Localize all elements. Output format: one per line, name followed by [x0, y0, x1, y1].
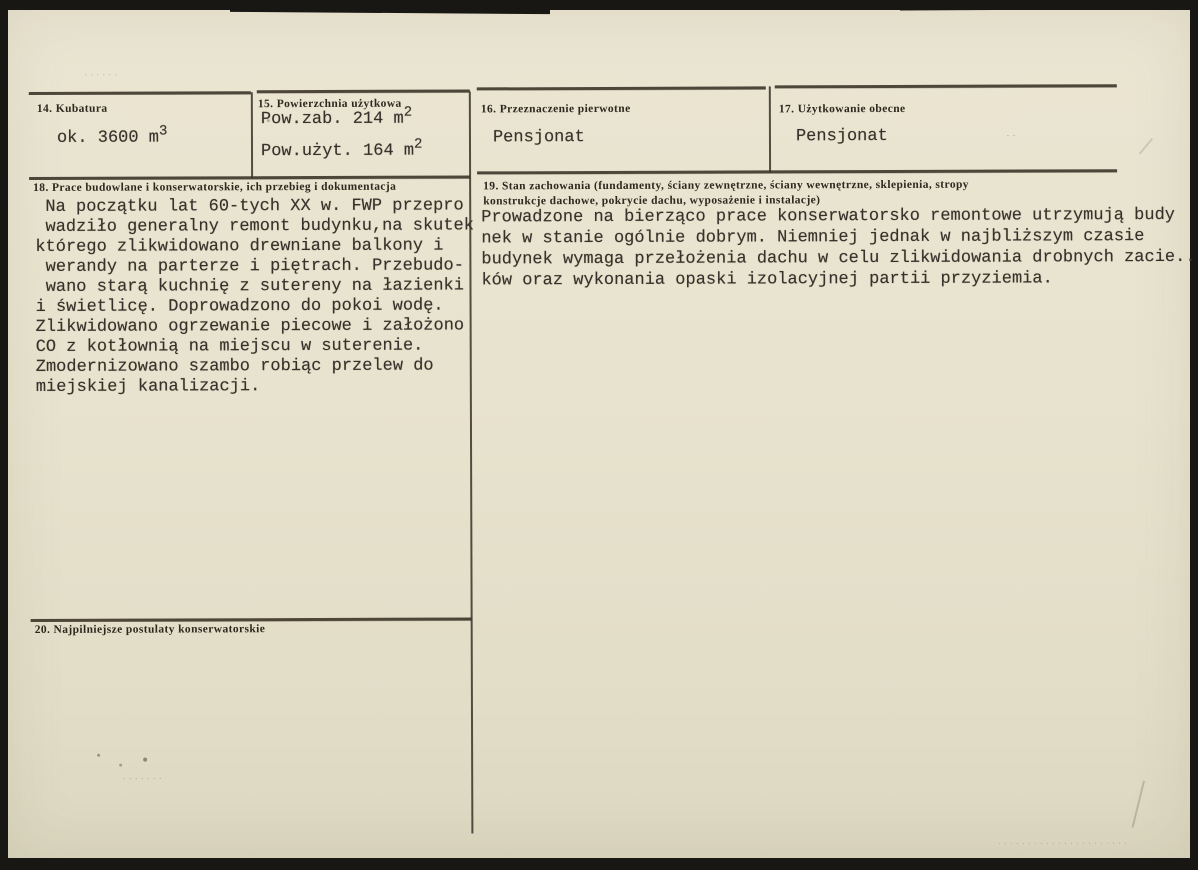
- form-divider-vertical: [251, 92, 253, 178]
- field14-value: [56, 123, 168, 148]
- field15-label: 15. Powierzchnia użytkowa: [257, 97, 402, 111]
- form-divider-vertical: [769, 86, 771, 172]
- faint-pencil-scribble: [996, 840, 1126, 845]
- field18-body: Na początku lat 60-tych XX w. FWP przepro wadziło generalny remont budynku,na skutek którego zlikwidowano drewniane balkony i werandy na parterze i piętrach. Przebudo- wano starą kuchnię z sutereny na łazienki i świetlicę. Doprowadzono do pokoi wodę. Zlikwidowano ogrzewanie piecowe i założono CO z kotłownią na miejscu w suterenie. Zmodernizowano szambo robiąc przelew do miejskiej kanalizacji.: [35, 196, 474, 397]
- field18-label: 18. Prace budowlane i konserwatorskie, ich przebieg i dokumentacja: [33, 180, 397, 194]
- field15-row1: [260, 104, 413, 130]
- field14-value-text: ok. 3600 m: [56, 128, 160, 148]
- smudge-mark: [143, 758, 147, 762]
- form-divider-horizontal: [775, 84, 1117, 88]
- smudge-mark: [97, 754, 100, 757]
- form-divider-horizontal: [31, 617, 472, 621]
- field19-body: Prowadzone na bierząco prace konserwatorsko remontowe utrzymują budy nek w stanie ogólnie dobrym. Niemniej jednak w najbliższym czasie budynek wymaga przełożenia dachu w celu zlikwidowania drobnych zacie.. ków oraz wykonania opaski izolacyjnej partii przyziemia.: [481, 205, 1196, 291]
- field20-body-empty: [35, 640, 466, 831]
- form-divider-horizontal: [29, 175, 470, 179]
- smudge-mark: [121, 776, 161, 780]
- field15-row1-text: Pow.zab. 214 m: [260, 109, 404, 130]
- field15-row2-text: Pow.użyt. 164 m: [260, 141, 415, 162]
- field19-label-line2: konstrukcje dachowe, pokrycie dachu, wyposażenie i instalacje): [483, 194, 821, 208]
- form-divider-horizontal: [477, 169, 1117, 174]
- field16-value: Pensjonat: [492, 128, 585, 148]
- field15-row1-superscript: 2: [403, 104, 413, 121]
- field16-label: 16. Przeznaczenie pierwotne: [480, 102, 631, 116]
- field15-row2-superscript: 2: [413, 136, 423, 153]
- field15-row2: [260, 136, 423, 162]
- form-divider-horizontal: [477, 86, 766, 90]
- field17-value: Pensjonat: [795, 126, 888, 147]
- field14-label: 14. Kubatura: [36, 102, 108, 115]
- scratch-mark: [1132, 781, 1145, 828]
- smudge-mark: [1005, 133, 1019, 137]
- field19-label-line1: 19. Stan zachowania (fundamenty, ściany zewnętrzne, ściany wewnętrzne, sklepienia, stropy: [483, 178, 969, 193]
- form-divider-horizontal: [257, 89, 470, 92]
- field20-label: 20. Najpilniejsze postulaty konserwatorskie: [34, 623, 266, 636]
- scratch-mark: [1139, 138, 1153, 154]
- form-divider-horizontal: [29, 91, 251, 94]
- field17-label: 17. Użytkowanie obecne: [778, 102, 906, 116]
- field14-value-superscript: 3: [158, 123, 168, 140]
- smudge-mark: [83, 72, 117, 76]
- smudge-mark: [119, 764, 122, 767]
- smudge-mark: [267, 119, 270, 122]
